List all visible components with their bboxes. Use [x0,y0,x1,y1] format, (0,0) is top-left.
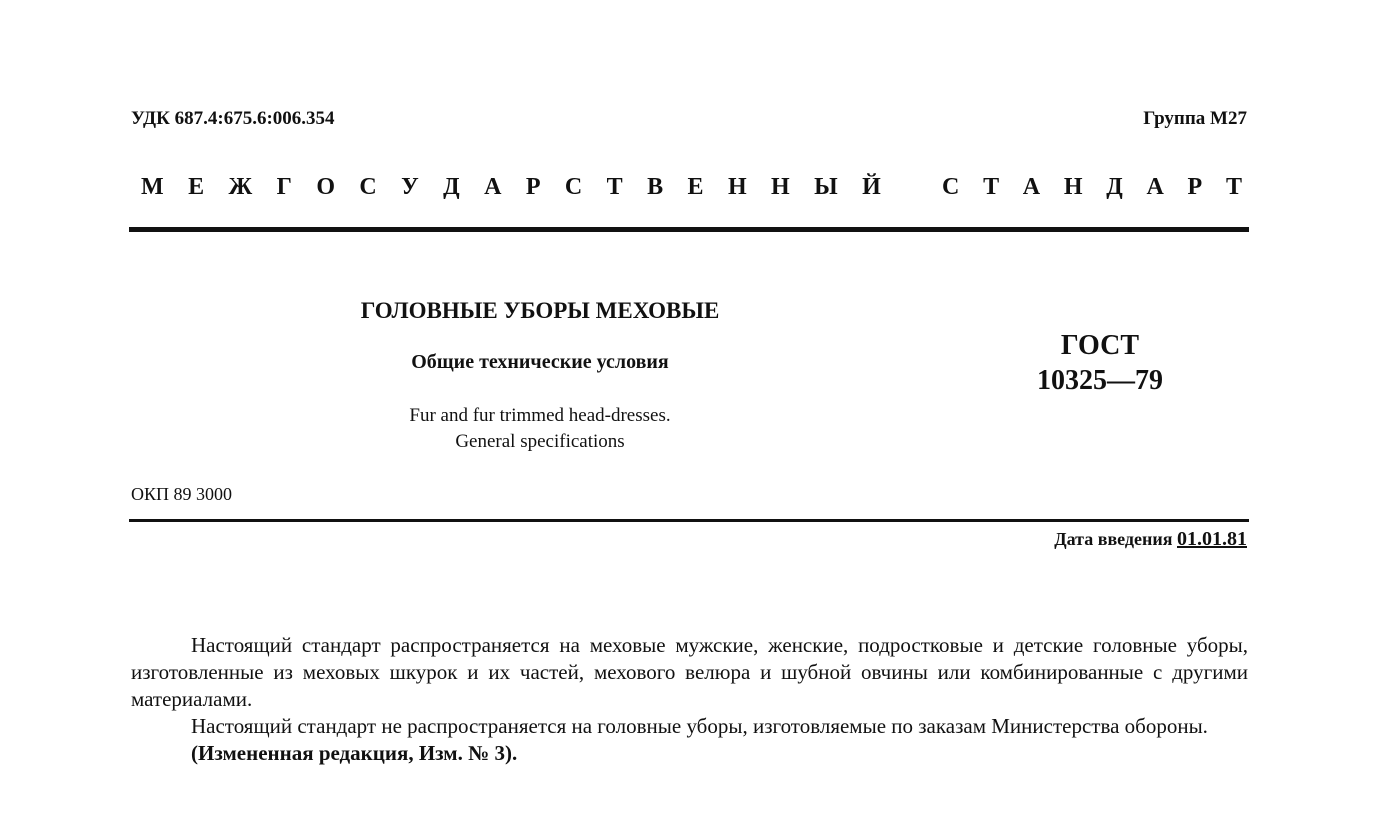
heading-letter: Й [862,174,881,200]
heading-letter: А [484,174,502,200]
heading-letter: Е [687,174,704,200]
intro-date-label: Дата введения [1054,529,1173,549]
heading-letter: Д [1106,174,1123,200]
heading-letter: М [141,174,164,200]
heading-letter: Ж [228,174,253,200]
group-code: Группа М27 [1143,108,1247,129]
heading-letter: О [316,174,335,200]
heading-letter: Т [606,174,623,200]
intro-date-value: 01.01.81 [1177,528,1247,550]
gost-label: ГОСТ [1060,330,1140,361]
heading-letter: Ы [814,174,838,200]
heading-letter: Н [771,174,790,200]
header-divider [129,227,1249,232]
heading-letter: У [401,174,419,200]
english-title-line: General specifications [455,431,625,452]
heading-letter: Г [276,174,292,200]
exclusion-paragraph: Настоящий стандарт не распространяется на головные уборы, изготовляемые по заказам Министерства обороны. [191,714,1208,738]
introduction-date [1054,528,1247,551]
heading-word-standard [942,174,1242,201]
heading-letter: Т [1225,174,1242,200]
heading-letter: С [942,174,960,200]
okp-code: ОКП 89 3000 [131,484,233,504]
title-divider [129,519,1249,522]
body-text [131,632,1248,767]
heading-letter: Д [443,174,460,200]
heading-letter: С [564,174,583,200]
amendment-note: (Измененная редакция, Изм. № 3). [191,741,518,765]
heading-letter: Е [188,174,205,200]
heading-letter: А [1146,174,1164,200]
standard-kind-heading [131,174,1248,201]
heading-letter: Р [1187,174,1203,200]
heading-letter: В [647,174,664,200]
document-subtitle: Общие технические условия [411,351,669,373]
gost-designation [1000,328,1200,398]
english-title [280,403,800,455]
heading-letter: А [1022,174,1041,200]
heading-word-interstate [141,174,881,201]
scope-paragraph: Настоящий стандарт распространяется на меховые мужские, женские, подростковые и детские головные уборы, изготовленные из меховых шкурок и их частей, мехового велюра и шубной овчины или комбинированные с другими материалами. [131,633,1248,711]
heading-letter: Н [1063,174,1083,200]
heading-letter: Р [525,174,541,200]
document-title: ГОЛОВНЫЕ УБОРЫ МЕХОВЫЕ [360,298,720,323]
english-title-line: Fur and fur trimmed head-dresses. [409,405,671,426]
heading-letter: С [359,174,377,200]
heading-letter: Н [727,174,747,200]
udk-code: УДК 687.4:675.6:006.354 [131,108,335,129]
heading-letter: Т [983,174,1000,200]
gost-number: 10325—79 [1037,365,1163,396]
